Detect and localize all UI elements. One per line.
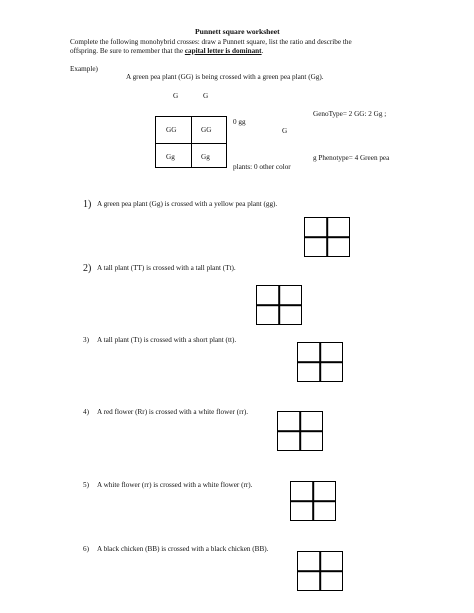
problem-4-number: 4) — [83, 408, 89, 416]
problem-6-number: 6) — [83, 545, 89, 553]
problem-5-number: 5) — [83, 481, 89, 489]
example-cell-3: Gg — [166, 153, 175, 161]
problem-4-punnett-square — [277, 411, 323, 451]
dominant-emphasis: capital letter is dominant — [184, 47, 262, 55]
example-label: Example) — [70, 65, 98, 73]
problem-3-number: 3) — [83, 336, 89, 344]
example-phenotype-continued: plants: 0 other color — [233, 163, 291, 171]
example-cell-1: GG — [166, 126, 177, 134]
problem-6-punnett-square — [297, 551, 343, 591]
instructions-line-2-pre: offspring. Be sure to remember that the — [70, 47, 185, 55]
problem-2-text: A tall plant (TT) is crossed with a tall plant (Tt). — [97, 264, 236, 272]
problem-1-punnett-square — [304, 217, 350, 257]
example-prompt: A green pea plant (GG) is being crossed with a green pea plant (Gg). — [126, 73, 324, 81]
example-punnett-square — [155, 116, 227, 168]
problem-5-text: A white flower (rr) is crossed with a white flower (rr). — [97, 481, 253, 489]
worksheet-title: Punnett square worksheet — [195, 27, 280, 36]
instructions-line-2 — [70, 47, 263, 56]
example-square-divider-vertical — [191, 117, 192, 167]
problem-3-punnett-square — [297, 342, 343, 382]
example-top-allele-2: G — [203, 92, 209, 100]
example-cell-4: Gg — [201, 153, 210, 161]
problem-1-number: 1) — [83, 199, 92, 210]
problem-6-text: A black chicken (BB) is crossed with a black chicken (BB). — [97, 545, 269, 553]
problem-2-punnett-square — [256, 285, 302, 325]
example-side-allele-1: 0 gg — [233, 118, 246, 126]
problem-5-punnett-square — [290, 481, 336, 521]
problem-3-text: A tall plant (Tt) is crossed with a short plant (tt). — [97, 336, 237, 344]
problem-2-number: 2) — [83, 263, 92, 274]
instructions-line-1: Complete the following monohybrid crosses: draw a Punnett square, list the ratio and describe the — [70, 38, 352, 46]
example-top-allele-1: G — [173, 92, 179, 100]
problem-4-text: A red flower (Rr) is crossed with a white flower (rr). — [97, 408, 249, 416]
example-side-allele-2: G — [282, 127, 288, 135]
instructions-line-2-post: . — [261, 47, 264, 55]
example-phenotype: g Phenotype= 4 Green pea — [313, 154, 390, 162]
example-genotype: GenoType= 2 GG: 2 Gg ; — [313, 110, 387, 118]
problem-1-text: A green pea plant (Gg) is crossed with a yellow pea plant (gg). — [97, 200, 278, 208]
example-cell-2: GG — [201, 126, 212, 134]
example-square-divider-horizontal — [156, 143, 226, 144]
